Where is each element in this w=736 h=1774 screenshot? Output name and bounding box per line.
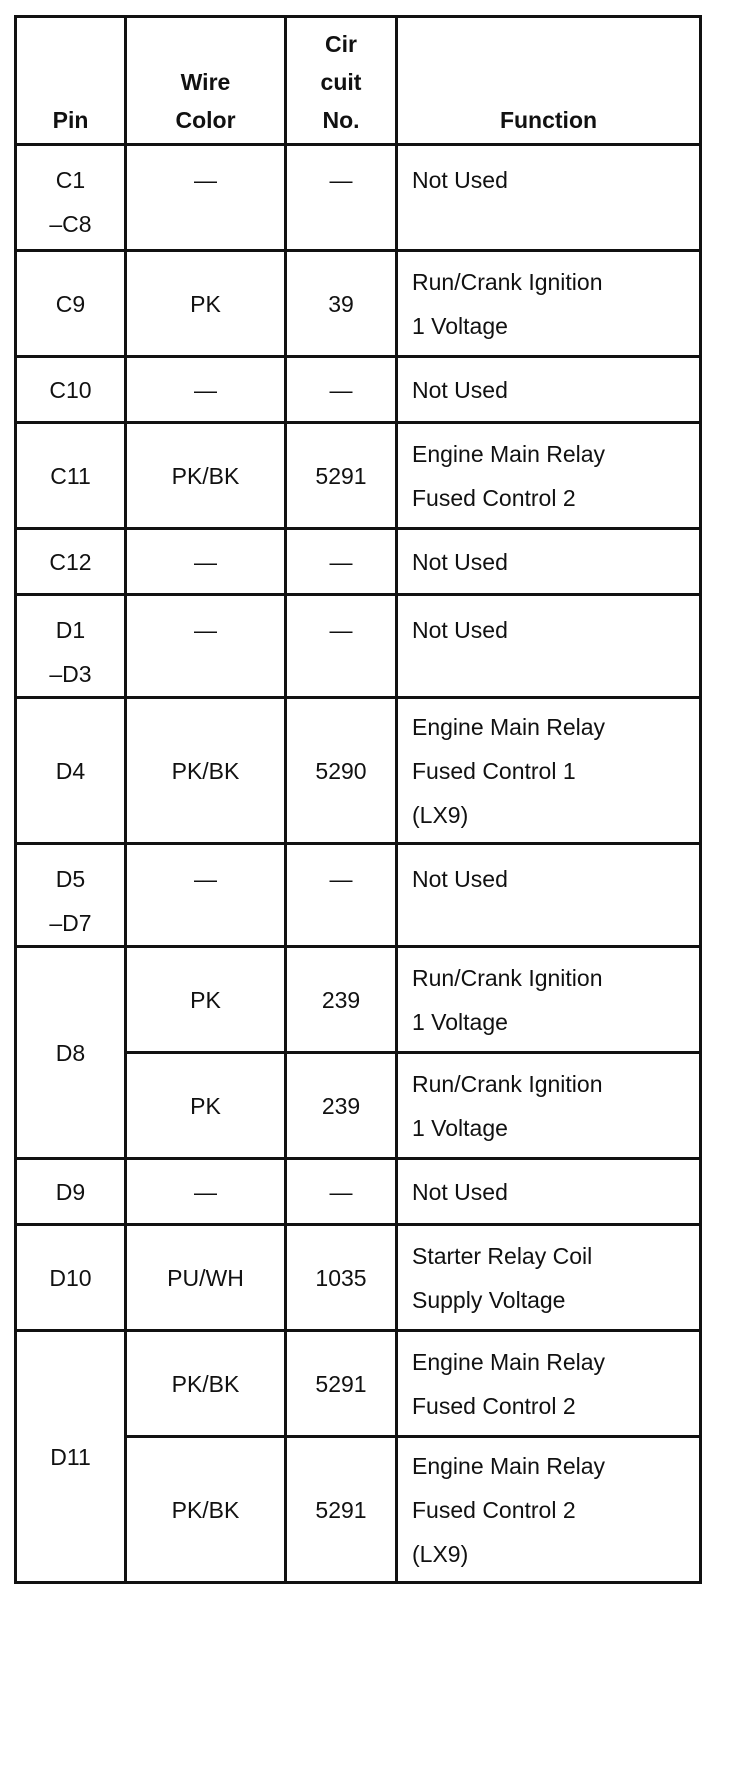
- circuit-cell: 239: [286, 947, 397, 1053]
- function-cell: Engine Main Relay Fused Control 2 (LX9): [397, 1437, 701, 1583]
- table-row: [16, 251, 701, 357]
- wire-color-cell: —: [126, 145, 286, 251]
- wire-color-cell: PK: [126, 1053, 286, 1159]
- table-row: [16, 1331, 701, 1437]
- wire-color-header: Wire Color: [126, 17, 286, 145]
- circuit-cell: 5291: [286, 423, 397, 529]
- table-row: [16, 1159, 701, 1225]
- table-row: [16, 1225, 701, 1331]
- pin-cell: D8: [16, 947, 126, 1159]
- circuit-cell: —: [286, 844, 397, 947]
- table-row: [16, 947, 701, 1053]
- pin-cell: C1 –C8: [16, 145, 126, 251]
- function-cell: Not Used: [397, 145, 701, 251]
- circuit-cell: —: [286, 595, 397, 698]
- table-row: [16, 145, 701, 251]
- circuit-cell: —: [286, 1159, 397, 1225]
- circuit-cell: —: [286, 145, 397, 251]
- pin-header: Pin: [16, 17, 126, 145]
- pin-cell: C10: [16, 357, 126, 423]
- function-cell: Run/Crank Ignition 1 Voltage: [397, 1053, 701, 1159]
- circuit-cell: 5291: [286, 1437, 397, 1583]
- wire-color-cell: —: [126, 1159, 286, 1225]
- pin-cell: D1 –D3: [16, 595, 126, 698]
- function-cell: Not Used: [397, 595, 701, 698]
- header-row: [16, 17, 701, 145]
- wire-color-cell: PK/BK: [126, 423, 286, 529]
- wire-color-cell: PU/WH: [126, 1225, 286, 1331]
- function-cell: Engine Main Relay Fused Control 2: [397, 1331, 701, 1437]
- wire-color-cell: —: [126, 595, 286, 698]
- function-cell: Engine Main Relay Fused Control 2: [397, 423, 701, 529]
- table-row: [16, 423, 701, 529]
- function-header: Function: [397, 17, 701, 145]
- circuit-cell: 1035: [286, 1225, 397, 1331]
- circuit-cell: 5290: [286, 698, 397, 844]
- circuit-cell: —: [286, 357, 397, 423]
- circuit-cell: 39: [286, 251, 397, 357]
- pin-cell: D11: [16, 1331, 126, 1583]
- circuit-number-header: Cir cuit No.: [286, 17, 397, 145]
- wire-color-cell: PK: [126, 947, 286, 1053]
- connector-pinout-table: [14, 15, 702, 1584]
- pin-cell: C9: [16, 251, 126, 357]
- function-cell: Engine Main Relay Fused Control 1 (LX9): [397, 698, 701, 844]
- function-cell: Not Used: [397, 357, 701, 423]
- pin-cell: D10: [16, 1225, 126, 1331]
- pin-cell: C12: [16, 529, 126, 595]
- pin-cell: D9: [16, 1159, 126, 1225]
- function-cell: Not Used: [397, 844, 701, 947]
- table-row: [16, 844, 701, 947]
- circuit-cell: 239: [286, 1053, 397, 1159]
- pin-cell: D4: [16, 698, 126, 844]
- wire-color-cell: —: [126, 844, 286, 947]
- wire-color-cell: PK/BK: [126, 698, 286, 844]
- wire-color-cell: —: [126, 529, 286, 595]
- table-row: [16, 595, 701, 698]
- table-row: [16, 529, 701, 595]
- table-row: [16, 357, 701, 423]
- circuit-cell: —: [286, 529, 397, 595]
- wire-color-cell: —: [126, 357, 286, 423]
- pin-cell: D5 –D7: [16, 844, 126, 947]
- pin-cell: C11: [16, 423, 126, 529]
- function-cell: Not Used: [397, 529, 701, 595]
- function-cell: Run/Crank Ignition 1 Voltage: [397, 251, 701, 357]
- wire-color-cell: PK/BK: [126, 1331, 286, 1437]
- wire-color-cell: PK: [126, 251, 286, 357]
- table-row: [16, 698, 701, 844]
- function-cell: Run/Crank Ignition 1 Voltage: [397, 947, 701, 1053]
- function-cell: Starter Relay Coil Supply Voltage: [397, 1225, 701, 1331]
- wire-color-cell: PK/BK: [126, 1437, 286, 1583]
- function-cell: Not Used: [397, 1159, 701, 1225]
- circuit-cell: 5291: [286, 1331, 397, 1437]
